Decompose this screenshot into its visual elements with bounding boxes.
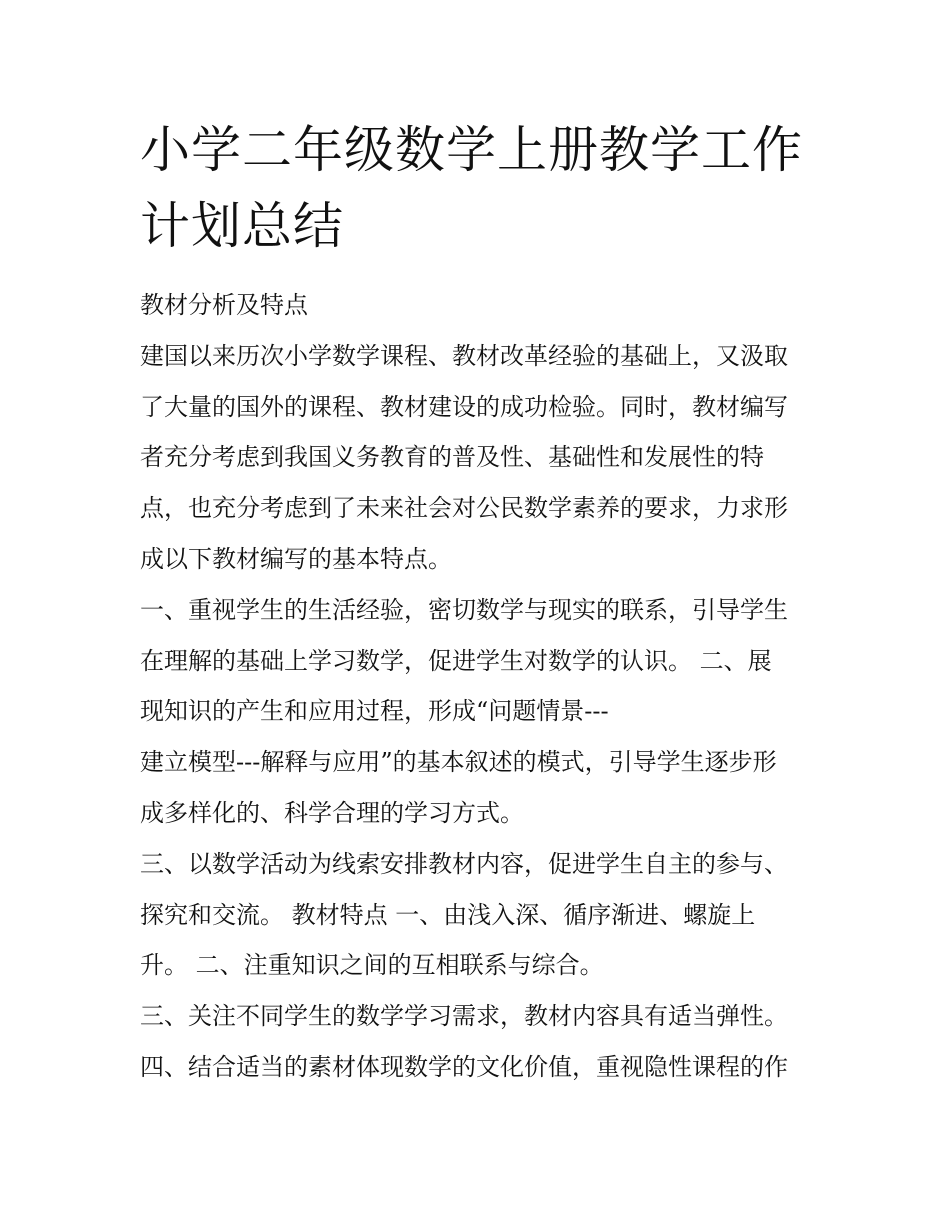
paragraph-line: 了大量的国外的课程、教材建设的成功检验。同时，教材编写	[140, 392, 788, 421]
paragraph-line: 三、以数学活动为线索安排教材内容，促进学生自主的参与、	[140, 849, 788, 878]
section-heading: 教材分析及特点	[140, 291, 308, 319]
paragraph-line: 升。 二、注重知识之间的互相联系与综合。	[140, 951, 604, 980]
paragraph-line: 探究和交流。 教材特点 一、由浅入深、循序渐进、螺旋上	[140, 900, 756, 929]
paragraph-line: 者充分考虑到我国义务教育的普及性、基础性和发展性的特	[140, 443, 764, 472]
paragraph-line: 建国以来历次小学数学课程、教材改革经验的基础上，又汲取	[140, 341, 788, 370]
paragraph-line: 点，也充分考虑到了未来社会对公民数学素养的要求，力求形	[140, 494, 788, 523]
paragraph-line: 成以下教材编写的基本特点。	[140, 544, 452, 573]
title-line-1: 小学二年级数学上册教学工作	[140, 121, 803, 179]
paragraph-line: 四、结合适当的素材体现数学的文化价值，重视隐性课程的作	[140, 1052, 788, 1081]
document-title	[140, 112, 820, 264]
paragraph-line: 现知识的产生和应用过程，形成“问题情景---	[140, 697, 609, 726]
paragraph-line: 建立模型---解释与应用”的基本叙述的模式，引导学生逐步形	[140, 748, 777, 777]
paragraph-line: 在理解的基础上学习数学，促进学生对数学的认识。 二、展	[140, 646, 772, 675]
paragraph-line: 三、关注不同学生的数学学习需求，教材内容具有适当弹性。	[140, 1002, 788, 1031]
title-line-2: 计划总结	[140, 197, 344, 255]
paragraph-line: 一、重视学生的生活经验，密切数学与现实的联系，引导学生	[140, 595, 788, 624]
document-body	[140, 280, 840, 1093]
paragraph-line: 成多样化的、科学合理的学习方式。	[140, 798, 524, 827]
